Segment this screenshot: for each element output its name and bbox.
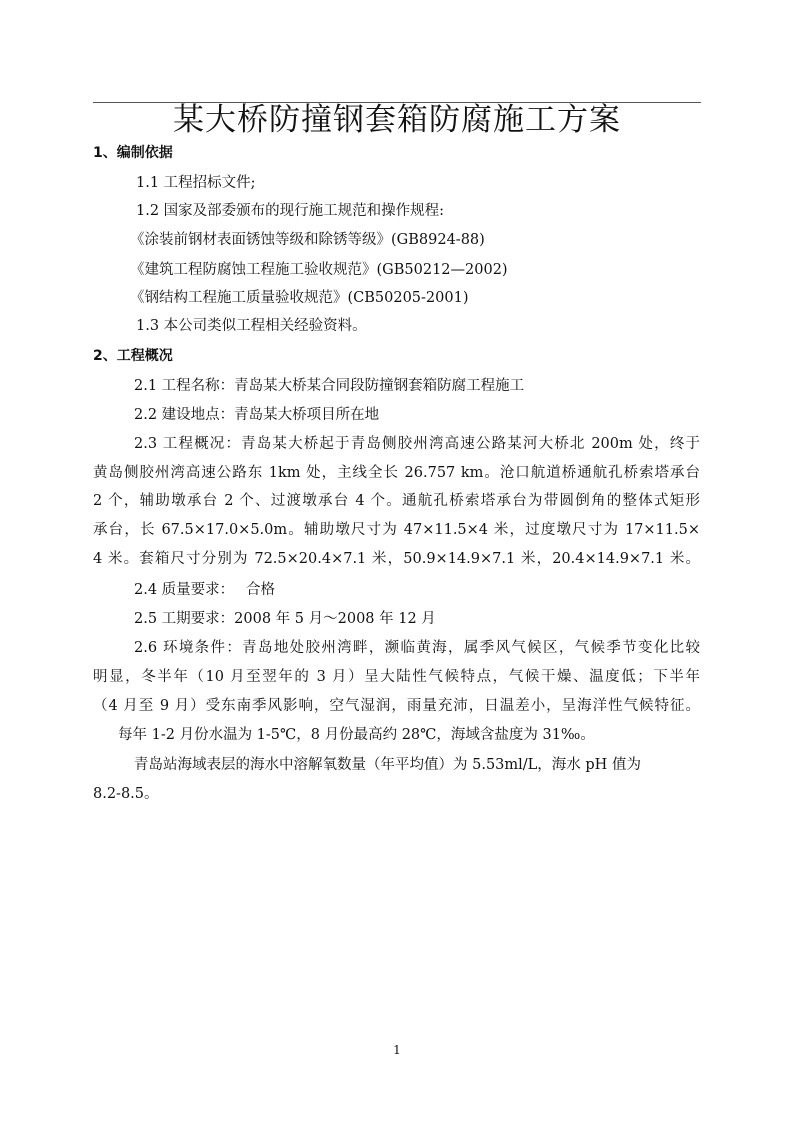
section-heading: 1、编制依据 (93, 145, 173, 161)
paragraph-line: 2.3 工程概况：青岛某大桥起于青岛侧胶州湾高速公路某河大桥北 200m 处，终于 (134, 436, 700, 452)
paragraph-line: 8.2-8.5。 (93, 786, 159, 802)
paragraph-line: 2 个，辅助墩承台 2 个、过渡墩承台 4 个。通航孔桥索塔承台为带圆倒角的整体式矩形 (93, 493, 700, 509)
paragraph-line: 2.4 质量要求： 合格 (134, 582, 276, 598)
paragraph-line: 2.5 工期要求：2008 年 5 月～2008 年 12 月 (134, 611, 436, 627)
page-number: 1 (393, 1043, 401, 1057)
paragraph-line: 4 米。套箱尺寸分别为 72.5×20.4×7.1 米，50.9×14.9×7.1 米，20.4×14.9×7.1 米。 (93, 551, 700, 567)
paragraph-line: 青岛站海域表层的海水中溶解氧数量（年平均值）为 5.53ml/L，海水 pH 值为 (134, 757, 641, 773)
standard-reference: 《建筑工程防腐蚀工程施工验收规范》(GB50212—2002) (130, 262, 508, 278)
paragraph-line: 明显，冬半年（10 月至翌年的 3 月）呈大陆性气候特点，气候干燥、温度低；下半年 (93, 669, 700, 685)
paragraph-line: 每年 1-2 月份水温为 1-5℃，8 月份最高约 28℃，海域含盐度为 31‰。 (118, 727, 595, 743)
paragraph-line: 2.6 环境条件：青岛地处胶州湾畔，濒临黄海，属季风气候区，气候季节变化比较 (134, 640, 700, 656)
document-title: 某大桥防撞钢套箱防腐施工方案 (173, 102, 621, 138)
paragraph-line: （4 月至 9 月）受东南季风影响，空气湿润，雨量充沛，日温差小，呈海洋性气候特征。 (93, 698, 700, 714)
paragraph-line: 1.3 本公司类似工程相关经验资料。 (136, 318, 367, 334)
paragraph-line: 1.2 国家及部委颁布的现行施工规范和操作规程: (136, 203, 445, 219)
paragraph-line: 2.1 工程名称：青岛某大桥某合同段防撞钢套箱防腐工程施工 (134, 378, 525, 394)
standard-reference: 《涂装前钢材表面锈蚀等级和除锈等级》(GB8924-88) (130, 232, 485, 248)
paragraph-line: 1.1 工程招标文件; (136, 175, 256, 191)
standard-reference: 《钢结构工程施工质量验收规范》(CB50205-2001) (130, 290, 469, 306)
paragraph-line: 黄岛侧胶州湾高速公路东 1km 处，主线全长 26.757 km。沧口航道桥通航孔桥索塔承台 (93, 465, 700, 481)
section-heading: 2、工程概况 (93, 348, 173, 364)
paragraph-line: 承台，长 67.5×17.0×5.0m。辅助墩尺寸为 47×11.5×4 米，过度墩尺寸为 17×11.5× (93, 522, 700, 538)
paragraph-line: 2.2 建设地点：青岛某大桥项目所在地 (134, 407, 380, 423)
